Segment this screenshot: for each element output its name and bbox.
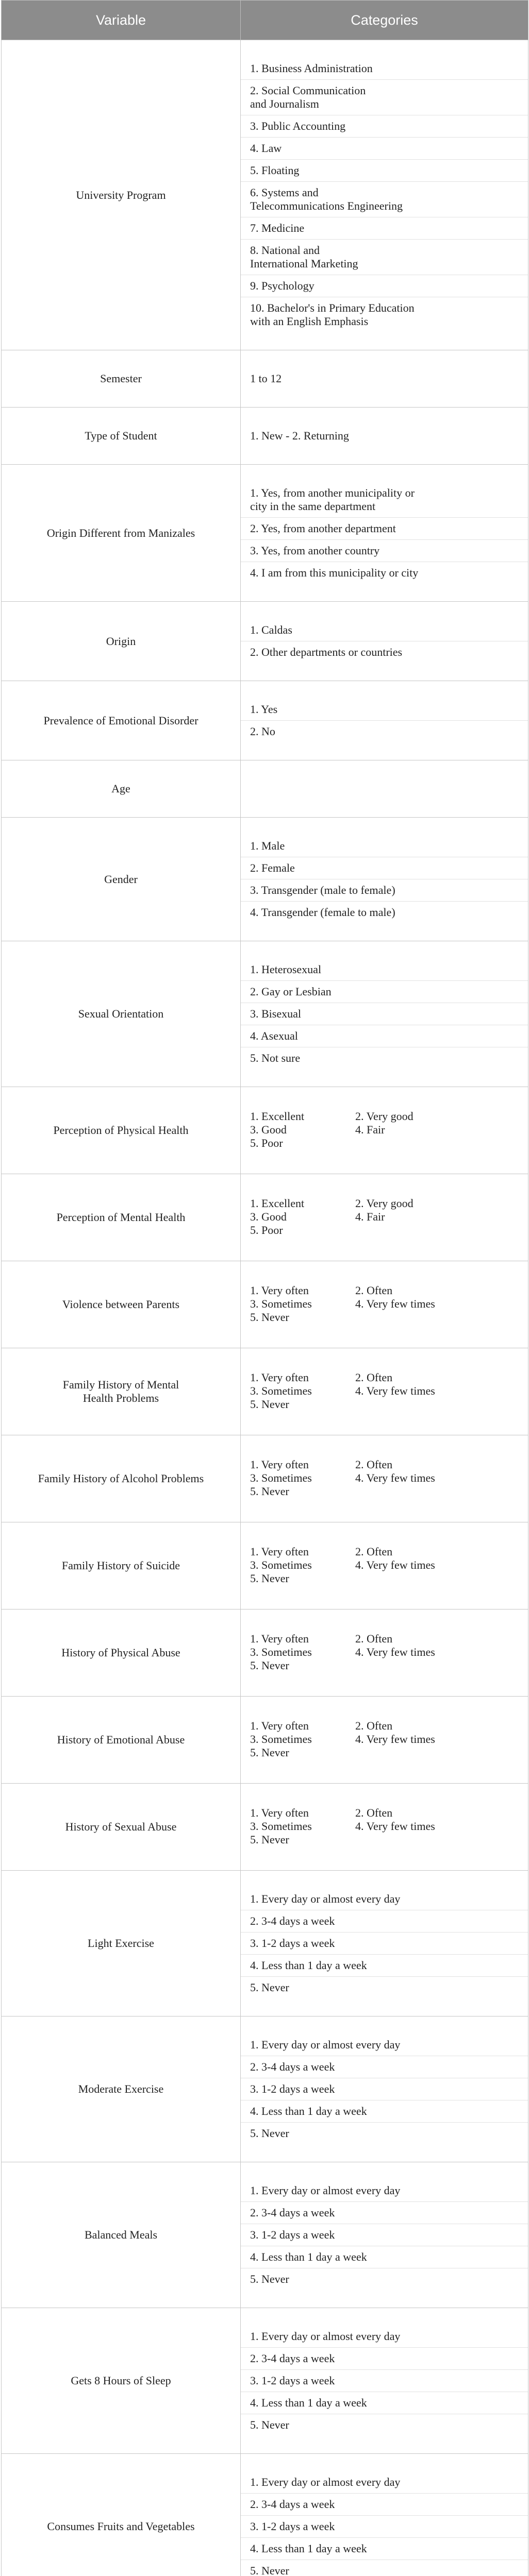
table-row xyxy=(2,1871,528,2016)
category-option: 6. Systems and Telecommunications Engineering xyxy=(241,182,528,217)
table-row xyxy=(2,1522,528,1609)
category-option: 1. Excellent xyxy=(250,1197,305,1210)
categories-cell xyxy=(241,2162,528,2308)
category-option: 4. Less than 1 day a week xyxy=(241,2538,528,2560)
category-option: 5. Never xyxy=(250,1485,289,1498)
variable-cell: History of Physical Abuse xyxy=(2,1609,241,1697)
categories-cell xyxy=(241,1261,528,1348)
category-option: 1. Every day or almost every day xyxy=(241,2326,528,2348)
category-grid xyxy=(241,1801,528,1853)
table-row xyxy=(2,2016,528,2162)
category-option: 3. Sometimes xyxy=(250,1384,312,1398)
category-option: 4. Law xyxy=(241,138,528,160)
category-option: 4. Very few times xyxy=(355,1820,435,1833)
category-option: 4. Less than 1 day a week xyxy=(241,1955,528,1977)
category-option: 5. Never xyxy=(250,2127,289,2140)
table-row xyxy=(2,2308,528,2454)
category-option: 4. Less than 1 day a week xyxy=(241,2246,528,2268)
variable-cell: Origin xyxy=(2,602,241,681)
category-option: 8. National and International Marketing xyxy=(241,240,528,275)
categories-cell xyxy=(241,681,528,760)
variable-cell: Family History of Mental Health Problems xyxy=(2,1348,241,1435)
category-option: 3. Sometimes xyxy=(250,1471,312,1485)
categories-cell xyxy=(241,465,528,602)
category-option: 4. Very few times xyxy=(355,1384,435,1398)
table-row xyxy=(2,1609,528,1697)
category-option: 5. Not sure xyxy=(250,1052,301,1065)
category-option: 4. Less than 1 day a week xyxy=(241,2100,528,2123)
category-option: 5. Never xyxy=(250,1746,289,1759)
categories-cell xyxy=(241,1784,528,1871)
category-grid xyxy=(241,1192,528,1243)
variable-cell: Family History of Alcohol Problems xyxy=(2,1435,241,1522)
category-option: 2. Gay or Lesbian xyxy=(241,981,528,1003)
category-option: 5. Never xyxy=(250,1659,289,1672)
categories-cell xyxy=(241,2308,528,2454)
category-option: 4. Very few times xyxy=(355,1733,435,1746)
category-grid xyxy=(241,1453,528,1504)
category-option: 4. Very few times xyxy=(355,1297,435,1311)
categories-cell xyxy=(241,1871,528,2016)
table-body xyxy=(2,40,528,2576)
category-option: 4. Less than 1 day a week xyxy=(241,2392,528,2414)
category-option: 3. Sometimes xyxy=(250,1297,312,1311)
category-grid xyxy=(241,1366,528,1417)
table-row xyxy=(2,760,528,818)
table-row xyxy=(2,602,528,681)
table-row xyxy=(2,465,528,602)
categories-cell xyxy=(241,818,528,941)
variable-cell: Gets 8 Hours of Sleep xyxy=(2,2308,241,2454)
category-option: 1. Every day or almost every day xyxy=(241,1888,528,1910)
category-option: 3. 1-2 days a week xyxy=(241,1933,528,1955)
variable-cell: Type of Student xyxy=(2,408,241,465)
category-option: 2. 3-4 days a week xyxy=(241,2202,528,2224)
category-option: 1 to 12 xyxy=(250,372,282,385)
category-option: 4. I am from this municipality or city xyxy=(250,566,419,580)
category-grid xyxy=(241,1540,528,1591)
category-option: 2. Often xyxy=(355,1284,393,1297)
category-option: 1. Very often xyxy=(250,1806,309,1820)
category-option: 3. Good xyxy=(250,1123,287,1137)
variable-cell: Consumes Fruits and Vegetables xyxy=(2,2454,241,2576)
header-categories: Categories xyxy=(241,1,528,40)
category-option: 3. Transgender (male to female) xyxy=(241,879,528,902)
variable-cell: Moderate Exercise xyxy=(2,2016,241,2162)
category-grid xyxy=(241,1105,528,1156)
category-option: 3. Sometimes xyxy=(250,1820,312,1833)
category-option: 5. Never xyxy=(250,2564,289,2576)
variable-cell: Prevalence of Emotional Disorder xyxy=(2,681,241,760)
category-option: 2. 3-4 days a week xyxy=(241,2056,528,2078)
category-option: 4. Fair xyxy=(355,1123,385,1137)
category-option: 2. Often xyxy=(355,1458,393,1471)
category-option: 2. Often xyxy=(355,1632,393,1646)
category-option: 4. Very few times xyxy=(355,1471,435,1485)
table-row xyxy=(2,1784,528,1871)
variable-cell: University Program xyxy=(2,40,241,350)
category-option: 1. Business Administration xyxy=(241,58,528,80)
category-option: 3. Public Accounting xyxy=(241,115,528,138)
table-row xyxy=(2,1087,528,1174)
category-option: 4. Very few times xyxy=(355,1646,435,1659)
categories-cell xyxy=(241,1435,528,1522)
category-option: 1. Every day or almost every day xyxy=(241,2471,528,2494)
category-option: 2. Yes, from another department xyxy=(241,518,528,540)
category-option: 1. Very often xyxy=(250,1458,309,1471)
category-option: 3. Sometimes xyxy=(250,1733,312,1746)
category-option: 5. Never xyxy=(250,2273,289,2286)
category-option: 2. Often xyxy=(355,1371,393,1384)
categories-cell xyxy=(241,760,528,818)
category-option: 2. Often xyxy=(355,1806,393,1820)
category-option: 2. Often xyxy=(355,1545,393,1558)
category-option: 1. Very often xyxy=(250,1719,309,1733)
category-option: 5. Poor xyxy=(250,1224,283,1237)
table-row xyxy=(2,1348,528,1435)
category-option: 2. Often xyxy=(355,1719,393,1733)
category-option: 1. Yes, from another municipality or city in the same department xyxy=(241,482,528,518)
categories-cell xyxy=(241,1522,528,1609)
categories-cell xyxy=(241,2454,528,2576)
category-option: 3. Bisexual xyxy=(241,1003,528,1025)
categories-cell xyxy=(241,1697,528,1784)
category-option: 9. Psychology xyxy=(241,275,528,297)
category-option: 4. Fair xyxy=(355,1210,385,1224)
category-option: 2. Very good xyxy=(355,1110,414,1123)
variable-cell: Light Exercise xyxy=(2,1871,241,2016)
variable-cell: Family History of Suicide xyxy=(2,1522,241,1609)
category-option: 1. Male xyxy=(241,835,528,857)
category-option: 7. Medicine xyxy=(241,217,528,240)
variable-cell: Origin Different from Manizales xyxy=(2,465,241,602)
category-option: 5. Never xyxy=(250,1833,289,1846)
variable-cell: Balanced Meals xyxy=(2,2162,241,2308)
table-row xyxy=(2,681,528,760)
category-option: 1. Very often xyxy=(250,1545,309,1558)
category-option: 3. Good xyxy=(250,1210,287,1224)
category-option: 1. Yes xyxy=(241,699,528,721)
variable-cell: History of Sexual Abuse xyxy=(2,1784,241,1871)
table-header-row xyxy=(2,1,528,40)
category-option: 1. Caldas xyxy=(241,619,528,641)
category-option: 5. Floating xyxy=(241,160,528,182)
table-row xyxy=(2,350,528,408)
category-option: 3. Sometimes xyxy=(250,1558,312,1572)
category-grid xyxy=(241,1627,528,1679)
category-option: 2. Female xyxy=(241,857,528,879)
category-option: 1. New - 2. Returning xyxy=(250,429,349,443)
category-option: 5. Never xyxy=(250,1981,289,1994)
categories-cell xyxy=(241,1174,528,1261)
category-option: 3. 1-2 days a week xyxy=(241,2078,528,2100)
categories-cell xyxy=(241,1087,528,1174)
table-row xyxy=(2,1697,528,1784)
category-option: 2. Other departments or countries xyxy=(250,646,403,659)
category-option: 5. Never xyxy=(250,1398,289,1411)
table-row xyxy=(2,408,528,465)
category-option: 1. Every day or almost every day xyxy=(241,2180,528,2202)
category-option: 3. Sometimes xyxy=(250,1646,312,1659)
category-option: 1. Very often xyxy=(250,1284,309,1297)
categories-cell xyxy=(241,1348,528,1435)
categories-cell xyxy=(241,1609,528,1697)
category-option: 5. Never xyxy=(250,1311,289,1324)
variables-table xyxy=(1,0,528,2576)
categories-cell xyxy=(241,2016,528,2162)
category-option: 1. Very often xyxy=(250,1632,309,1646)
categories-cell xyxy=(241,602,528,681)
category-option: 2. Very good xyxy=(355,1197,414,1210)
category-option: 3. 1-2 days a week xyxy=(241,2370,528,2392)
category-option: 5. Poor xyxy=(250,1137,283,1150)
variable-cell: Violence between Parents xyxy=(2,1261,241,1348)
table-row xyxy=(2,2162,528,2308)
category-option: 4. Transgender (female to male) xyxy=(250,906,395,919)
category-option: 1. Every day or almost every day xyxy=(241,2034,528,2056)
table-row xyxy=(2,1174,528,1261)
category-option xyxy=(241,778,528,800)
category-grid xyxy=(241,1714,528,1766)
table-row xyxy=(2,818,528,941)
category-option: 10. Bachelor's in Primary Education with an English Emphasis xyxy=(250,301,415,328)
categories-cell xyxy=(241,350,528,408)
category-option: 2. Social Communication and Journalism xyxy=(241,80,528,115)
categories-cell xyxy=(241,408,528,465)
category-option: 4. Very few times xyxy=(355,1558,435,1572)
variable-cell: Semester xyxy=(2,350,241,408)
variable-cell: Gender xyxy=(2,818,241,941)
table-row xyxy=(2,1261,528,1348)
variable-cell: Age xyxy=(2,760,241,818)
category-option: 3. 1-2 days a week xyxy=(241,2516,528,2538)
category-option: 2. 3-4 days a week xyxy=(241,2348,528,2370)
table-row xyxy=(2,941,528,1087)
table-row xyxy=(2,1435,528,1522)
categories-cell xyxy=(241,941,528,1087)
header-variable: Variable xyxy=(2,1,241,40)
category-option: 4. Asexual xyxy=(241,1025,528,1047)
table-row xyxy=(2,40,528,350)
variable-cell: Sexual Orientation xyxy=(2,941,241,1087)
category-option: 2. 3-4 days a week xyxy=(241,2494,528,2516)
variable-cell: History of Emotional Abuse xyxy=(2,1697,241,1784)
category-option: 3. 1-2 days a week xyxy=(241,2224,528,2246)
category-option: 1. Heterosexual xyxy=(241,959,528,981)
category-option: 1. Very often xyxy=(250,1371,309,1384)
category-option: 3. Yes, from another country xyxy=(241,540,528,562)
variable-cell: Perception of Mental Health xyxy=(2,1174,241,1261)
category-option: 1. Excellent xyxy=(250,1110,305,1123)
category-option: 2. No xyxy=(250,725,275,738)
category-option: 2. 3-4 days a week xyxy=(241,1910,528,1933)
category-option: 5. Never xyxy=(250,2418,289,2432)
table-row xyxy=(2,2454,528,2576)
variable-cell: Perception of Physical Health xyxy=(2,1087,241,1174)
category-option: 5. Never xyxy=(250,1572,289,1585)
category-grid xyxy=(241,1279,528,1330)
categories-cell xyxy=(241,40,528,350)
